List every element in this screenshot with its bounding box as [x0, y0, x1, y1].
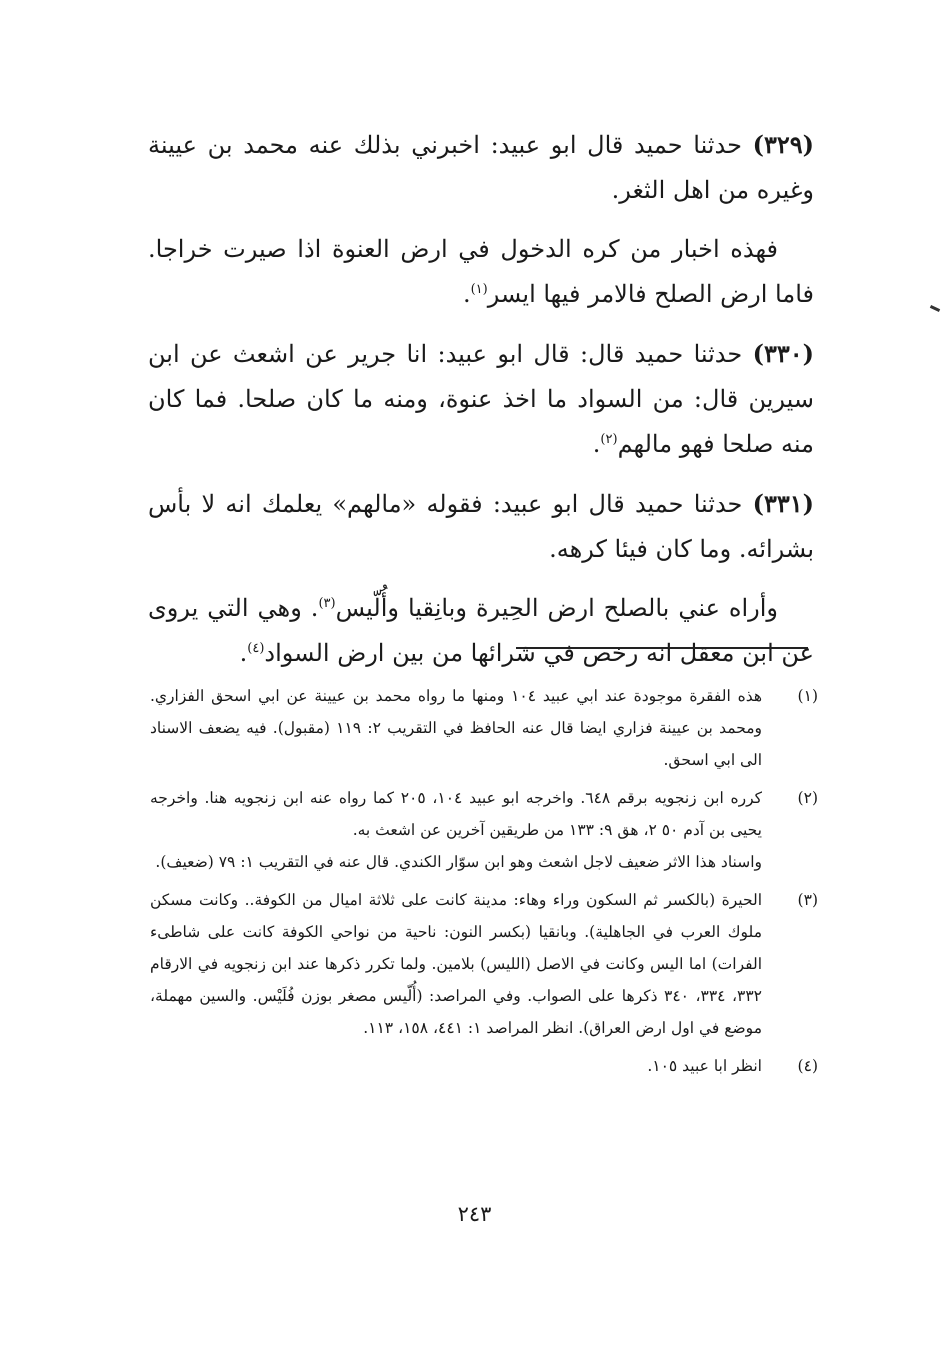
paragraph-commentary-2 — [148, 586, 814, 676]
footnote-text: هذه الفقرة موجودة عند ابي عبيد ١٠٤ ومنها ما رواه محمد بن عيينة عن ابي اسحق الفزاري. ومحمد بن عيينة فزاري ايضا قال عنه الحافظ في التقريب ٢: ١١٩ (مقبول). فيه يضعف الاسناد الى ابي اسحق. — [150, 687, 763, 769]
paragraph-end: . — [592, 430, 601, 458]
paragraph-end: . — [462, 280, 471, 308]
paragraph-number: (٣٢٩) — [752, 130, 814, 159]
footnotes — [150, 680, 818, 1088]
footnote-separator — [516, 647, 808, 649]
footnote-number: (١) — [797, 687, 818, 705]
footnote-3 — [150, 884, 818, 1044]
paragraph-number: (٣٣٠) — [752, 339, 814, 368]
paragraph-330 — [148, 331, 814, 467]
footnote-body — [150, 782, 762, 878]
paragraph-text-continued: . وهي التي يروى عن ابن معقل انه رخص في شرائها من بين ارض السواد — [148, 594, 814, 667]
paragraph-329 — [148, 122, 814, 213]
footnote-ref-4[interactable]: (٤) — [247, 641, 265, 656]
paragraph-text: فهذه اخبار من كره الدخول في ارض العنوة اذا صيرت خراجا. فاما ارض الصلح فالامر فيها ايسر — [148, 235, 814, 308]
paragraph-text: حدثنا حميد قال ابو عبيد: اخبرني بذلك عنه محمد بن عيينة وغيره من اهل الثغر. — [148, 131, 814, 204]
paragraph-text: حدثنا حميد قال: قال ابو عبيد: انا جرير عن اشعث عن ابن سيرين قال: من السواد ما اخذ عنوة، ومنه ما كان صلحا. فما كان منه صلحا فهو مالهم — [148, 340, 814, 458]
footnote-body — [150, 1050, 762, 1082]
main-text — [148, 122, 814, 690]
paragraph-commentary-1 — [148, 227, 814, 317]
footnote-text: انظر ابا عبيد ١٠٥. — [647, 1057, 762, 1075]
footnote-ref-1[interactable]: (١) — [470, 282, 488, 297]
footnote-2 — [150, 782, 818, 878]
page-number: ٢٤٣ — [457, 1202, 492, 1226]
footnote-body — [150, 884, 762, 1044]
footnote-number: (٣) — [797, 891, 818, 909]
footnote-number: (٢) — [797, 789, 818, 807]
footnote-ref-2[interactable]: (٢) — [600, 432, 618, 447]
footnote-1 — [150, 680, 818, 776]
footnote-number: (٤) — [797, 1057, 818, 1075]
paragraph-text: وأراه عني بالصلح ارض الحِيرة وبانِقيا وأُلّيس — [335, 594, 779, 622]
margin-mark — [930, 305, 940, 312]
footnote-4 — [150, 1050, 818, 1082]
footnote-ref-3[interactable]: (٣) — [318, 596, 336, 611]
footnote-body — [150, 680, 762, 776]
footnote-text: واسناد هذا الاثر ضعيف لاجل اشعث وهو ابن سوّار الكندي. قال عنه في التقريب ١: ٧٩ (ضعيف). — [155, 853, 762, 871]
paragraph-331 — [148, 481, 814, 572]
footnote-text: الحيرة (بالكسر ثم السكون وراء وهاء: مدينة كانت على ثلاثة اميال من الكوفة.. وكانت مسكن ملوك العرب في الجاهلية). وبانقيا (بكسر النون: ناحية من نواحي الكوفة كانت على شاطىء الفرات) اما اليس وكانت في الاصل (الليس) بلامين. ولما تكرر ذكرها عند ابن زنجويه في الارقام ٣٣٢، ٣٣٤، ٣٤٠ ذكرها على الصواب. وفي المراصد: (أُلّيس مصغر بوزن فُلَيْس. والسين مهملة، موضع في اول ارض العراق). انظر المراصد ١: ٤٤١، ١٥٨، ١١٣. — [150, 891, 762, 1037]
paragraph-end: . — [239, 639, 248, 667]
paragraph-number: (٣٣١) — [752, 489, 814, 518]
footnote-text: كرره ابن زنجويه برقم ٦٤٨. واخرجه ابو عبيد ١٠٤، ٢٠٥ كما رواه عنه ابن زنجويه هنا. واخرجه يحيى بن آدم ٥٠ ٢، هق ٩: ١٣٣ من طريقين آخرين عن اشعث به. — [150, 789, 762, 839]
paragraph-text: حدثنا حميد قال ابو عبيد: فقوله «مالهم» يعلمك انه لا بأس بشرائه. وما كان فيئا كرهه. — [148, 490, 814, 563]
